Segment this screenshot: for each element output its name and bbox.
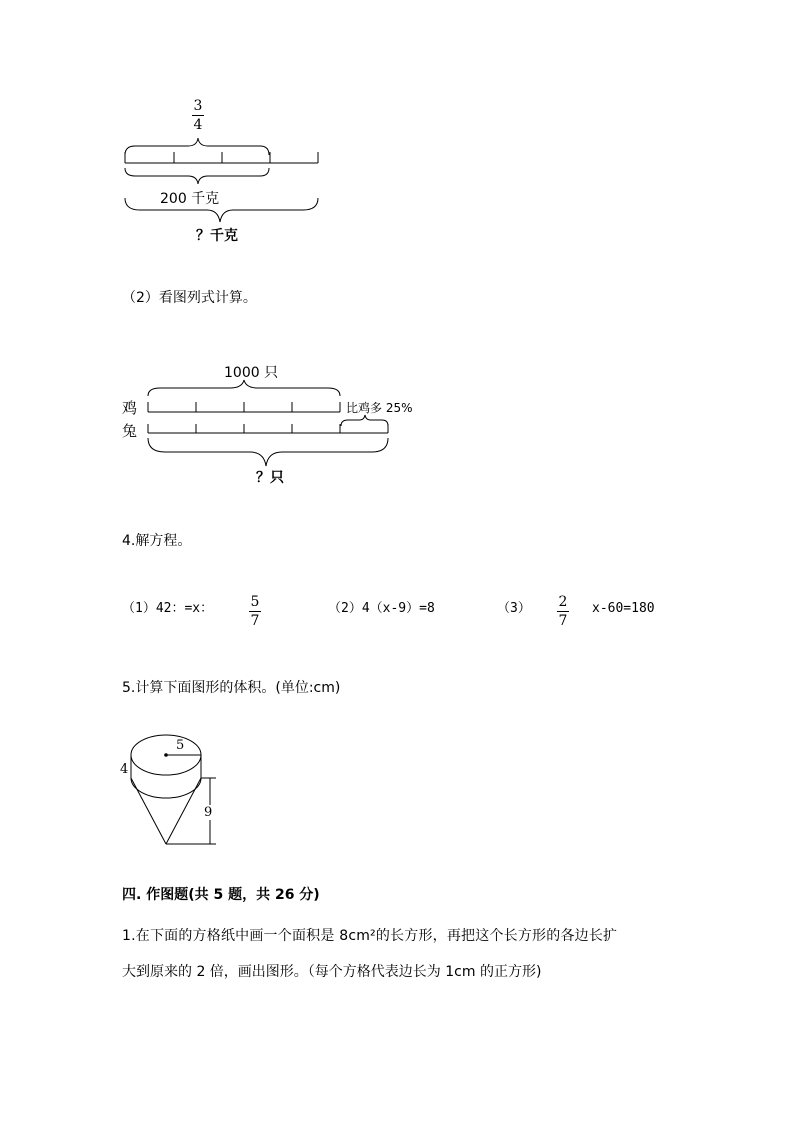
equation-3-fraction: 2 7	[558, 594, 568, 629]
equation-3-suffix: x-60=180	[592, 601, 655, 616]
label-cylinder-height: 4	[120, 762, 129, 777]
equation-3-prefix: （3）	[497, 601, 531, 616]
label-total-only: ？只	[256, 470, 284, 486]
fraction-denominator: 4	[193, 117, 203, 133]
label-total-kg: ？千克	[196, 228, 238, 244]
q4-heading: 4.解方程。	[122, 533, 192, 549]
section4-q1-line1: 1.在下面的方格纸中画一个面积是 8cm²的长方形，再把这个长方形的各边长扩	[122, 928, 618, 944]
label-25-percent: 比鸡多 25%	[346, 401, 413, 415]
equation-2: （2）4（x-9）=8	[328, 601, 435, 616]
section4-q1-line2: 大到原来的 2 倍，画出图形。（每个方格代表边长为 1cm 的正方形)	[122, 964, 542, 980]
label-rabbit: 兔	[122, 422, 138, 440]
q2-instruction: （2）看图列式计算。	[122, 290, 257, 306]
label-cone-height: 9	[204, 805, 213, 820]
section4-heading: 四. 作图题(共 5 题，共 26 分)	[122, 887, 320, 903]
label-1000: 1000 只	[224, 365, 279, 381]
equation-1-prefix: （1）42：=x：	[122, 601, 214, 616]
cylinder-bottom	[131, 778, 201, 798]
cone-right	[166, 778, 201, 844]
label-200kg: 200 千克	[160, 191, 220, 207]
equation-1-fraction: 5 7	[250, 594, 260, 629]
label-chicken: 鸡	[122, 399, 138, 417]
cone-left	[131, 778, 166, 844]
fraction-numerator: 3	[193, 98, 203, 114]
label-radius: 5	[176, 738, 185, 753]
q5-heading: 5.计算下面图形的体积。(单位:cm)	[122, 680, 341, 696]
